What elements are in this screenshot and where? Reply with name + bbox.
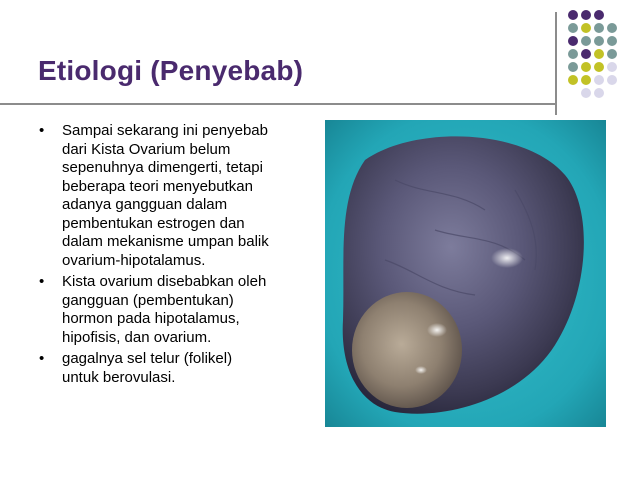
bullet-icon: •	[39, 350, 45, 367]
decorative-dot	[581, 49, 591, 59]
bullet-line: beberapa teori menyebutkan	[62, 177, 253, 195]
decorative-dot	[594, 62, 604, 72]
slide-title: Etiologi (Penyebab)	[38, 55, 304, 86]
bullet-line: dari Kista Ovarium belum	[62, 140, 231, 158]
decorative-dot	[581, 10, 591, 20]
bullet-line: sepenuhnya dimengerti, tetapi	[62, 159, 263, 176]
title-divider	[0, 103, 556, 105]
decorative-dot	[607, 23, 617, 33]
decorative-dot-grid	[566, 8, 628, 108]
decorative-dot	[581, 23, 591, 33]
decorative-dot	[581, 36, 591, 46]
decorative-dot	[568, 49, 578, 59]
bullet-item	[36, 122, 316, 270]
decorative-dot	[594, 88, 604, 98]
ovarian-cyst-photo	[325, 120, 606, 427]
bullet-line: Sampai sekarang ini penyebab	[62, 122, 268, 139]
decorative-dot	[594, 49, 604, 59]
bullet-item	[36, 273, 316, 347]
decorative-dot	[607, 75, 617, 85]
decorative-dot	[594, 10, 604, 20]
bullet-line: pembentukan estrogen dan	[62, 214, 245, 232]
decorative-dot	[568, 62, 578, 72]
decorative-dot	[568, 36, 578, 46]
decorative-dot	[607, 49, 617, 59]
bullet-icon: •	[39, 122, 45, 139]
decorative-dot	[594, 36, 604, 46]
decorative-dot	[607, 62, 617, 72]
decorative-dot	[581, 88, 591, 98]
decorative-dot	[568, 75, 578, 85]
decorative-dot	[581, 75, 591, 85]
bullet-line: gangguan (pembentukan)	[62, 291, 234, 309]
bullet-line: adanya gangguan dalam	[62, 196, 228, 213]
bullet-item	[36, 350, 316, 387]
decorative-dot	[568, 10, 578, 20]
bullet-icon: •	[39, 273, 45, 290]
bullet-line: gagalnya sel telur (folikel)	[62, 350, 233, 367]
vertical-divider	[555, 12, 557, 115]
cyst-shine	[427, 323, 447, 337]
bullet-line: untuk berovulasi.	[62, 368, 176, 386]
bullet-line: ovarium-hipotalamus.	[62, 251, 206, 269]
decorative-dot	[594, 23, 604, 33]
bullet-line: hormon pada hipotalamus,	[62, 310, 240, 327]
bullet-list	[36, 122, 316, 390]
decorative-dot	[568, 23, 578, 33]
cyst-shine	[415, 366, 427, 374]
cyst-lobe	[352, 292, 462, 408]
bullet-line: Kista ovarium disebabkan oleh	[62, 273, 267, 290]
bullet-line: dalam mekanisme umpan balik	[62, 233, 269, 250]
bullet-line: hipofisis, dan ovarium.	[62, 328, 212, 346]
decorative-dot	[581, 62, 591, 72]
cyst-shine	[491, 248, 523, 268]
decorative-dot	[594, 75, 604, 85]
decorative-dot	[607, 36, 617, 46]
